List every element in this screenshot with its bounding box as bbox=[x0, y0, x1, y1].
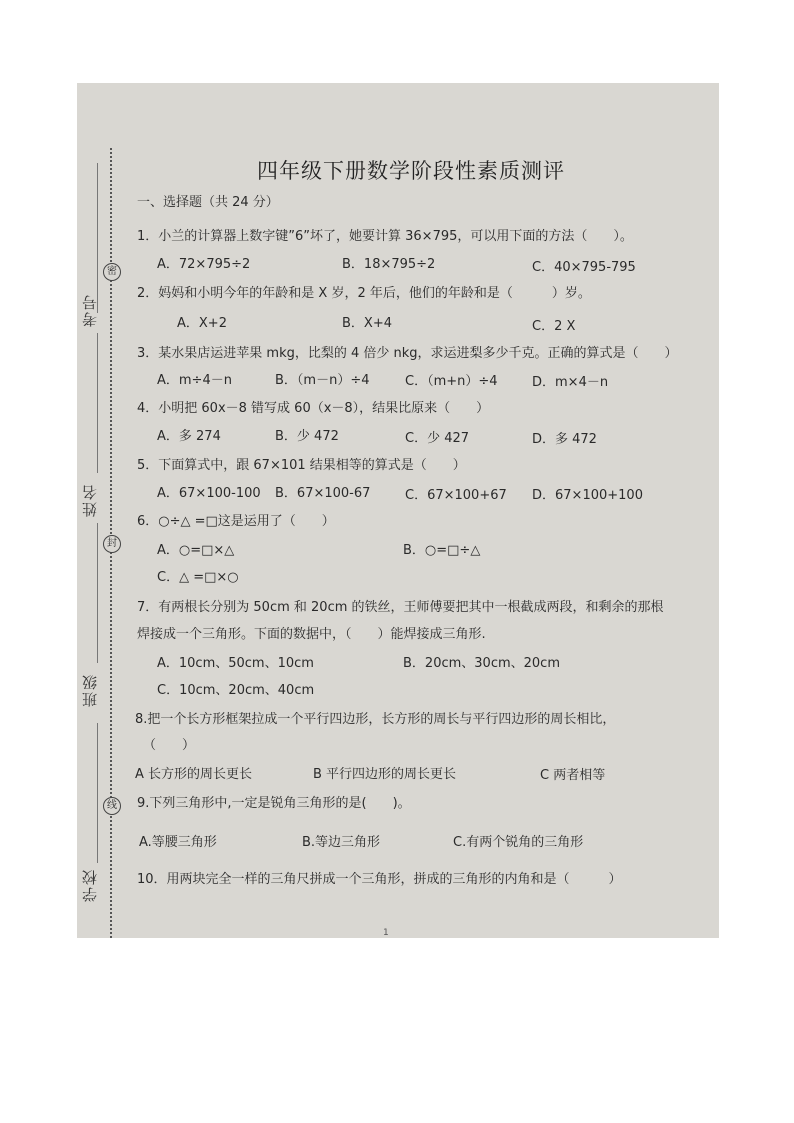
question-7: 7．有两根长分别为 50cm 和 20cm 的铁丝，王师傅要把其中一根截成两段，和剩余的那根 bbox=[137, 600, 664, 615]
seal-mark: 线 bbox=[103, 797, 121, 815]
option: C．67×100+67 bbox=[405, 488, 507, 503]
gutter-label-class: 班级 bbox=[81, 673, 99, 707]
option: A．m÷4－n bbox=[157, 373, 232, 388]
gutter-label-exam-number: 考号 bbox=[81, 293, 99, 327]
option: B．67×100-67 bbox=[275, 486, 371, 501]
seal-mark: 封 bbox=[103, 535, 121, 553]
option: A．X+2 bbox=[177, 316, 227, 331]
question-10: 10．用两块完全一样的三角尺拼成一个三角形，拼成的三角形的内角和是（ ） bbox=[137, 872, 622, 887]
question-4: 4．小明把 60x－8 错写成 60（x－8），结果比原来（ ） bbox=[137, 401, 490, 416]
page-title: 四年级下册数学阶段性素质测评 bbox=[257, 159, 565, 183]
option: A．72×795÷2 bbox=[157, 257, 251, 272]
option: A 长方形的周长更长 bbox=[135, 767, 253, 782]
option: C．10cm、20cm、40cm bbox=[157, 683, 315, 698]
option: B．○=□÷△ bbox=[403, 543, 481, 558]
page-number: 1 bbox=[383, 928, 389, 938]
option: A．多 274 bbox=[157, 429, 221, 444]
question-9: 9.下列三角形中,一定是锐角三角形的是( )。 bbox=[137, 796, 411, 811]
gutter-rule bbox=[97, 523, 98, 663]
option: C．△ =□×○ bbox=[157, 570, 239, 585]
option: A．○=□×△ bbox=[157, 543, 235, 558]
gutter-rule bbox=[97, 333, 98, 473]
section-heading: 一、选择题（共 24 分） bbox=[137, 195, 279, 210]
question-8-continued: （ ） bbox=[143, 738, 196, 753]
question-6: 6．○÷△ =□这是运用了（ ） bbox=[137, 514, 335, 529]
option: D．m×4－n bbox=[532, 375, 609, 390]
option: B 平行四边形的周长更长 bbox=[313, 767, 457, 782]
option: A．67×100-100 bbox=[157, 486, 261, 501]
gutter-label-name: 姓名 bbox=[81, 483, 99, 517]
option: C．2 X bbox=[532, 319, 576, 334]
question-8: 8.把一个长方形框架拉成一个平行四边形，长方形的周长与平行四边形的周长相比， bbox=[135, 712, 616, 727]
option: B．少 472 bbox=[275, 429, 339, 444]
gutter-rule bbox=[97, 723, 98, 863]
exam-paper bbox=[77, 83, 719, 938]
option: B．20cm、30cm、20cm bbox=[403, 656, 560, 671]
option: D．67×100+100 bbox=[532, 488, 643, 503]
question-2: 2．妈妈和小明今年的年龄和是 X 岁，2 年后，他们的年龄和是（ ）岁。 bbox=[137, 286, 591, 301]
seal-mark: 密 bbox=[103, 263, 121, 281]
option: B．（m－n）÷4 bbox=[275, 373, 370, 388]
option: D．多 472 bbox=[532, 432, 597, 447]
gutter-rule bbox=[97, 163, 98, 313]
option: C.有两个锐角的三角形 bbox=[453, 835, 584, 850]
question-1: 1．小兰的计算器上数字键”6”坏了，她要计算 36×795，可以用下面的方法（ ）。 bbox=[137, 229, 633, 244]
option: A.等腰三角形 bbox=[139, 835, 217, 850]
question-5: 5．下面算式中，跟 67×101 结果相等的算式是（ ） bbox=[137, 458, 466, 473]
option: C．（m+n）÷4 bbox=[405, 374, 498, 389]
option: A．10cm、50cm、10cm bbox=[157, 656, 314, 671]
option: C．少 427 bbox=[405, 431, 470, 446]
option: B．18×795÷2 bbox=[342, 257, 436, 272]
question-3: 3．某水果店运进苹果 mkg，比梨的 4 倍少 nkg，求运进梨多少千克。正确的算式是（ ） bbox=[137, 346, 678, 361]
gutter-label-school: 学校 bbox=[81, 868, 99, 902]
question-7-continued: 焊接成一个三角形。下面的数据中，（ ）能焊接成三角形. bbox=[137, 627, 486, 642]
option: B.等边三角形 bbox=[302, 835, 381, 850]
option: C 两者相等 bbox=[540, 768, 606, 783]
option: C．40×795-795 bbox=[532, 260, 636, 275]
option: B．X+4 bbox=[342, 316, 392, 331]
